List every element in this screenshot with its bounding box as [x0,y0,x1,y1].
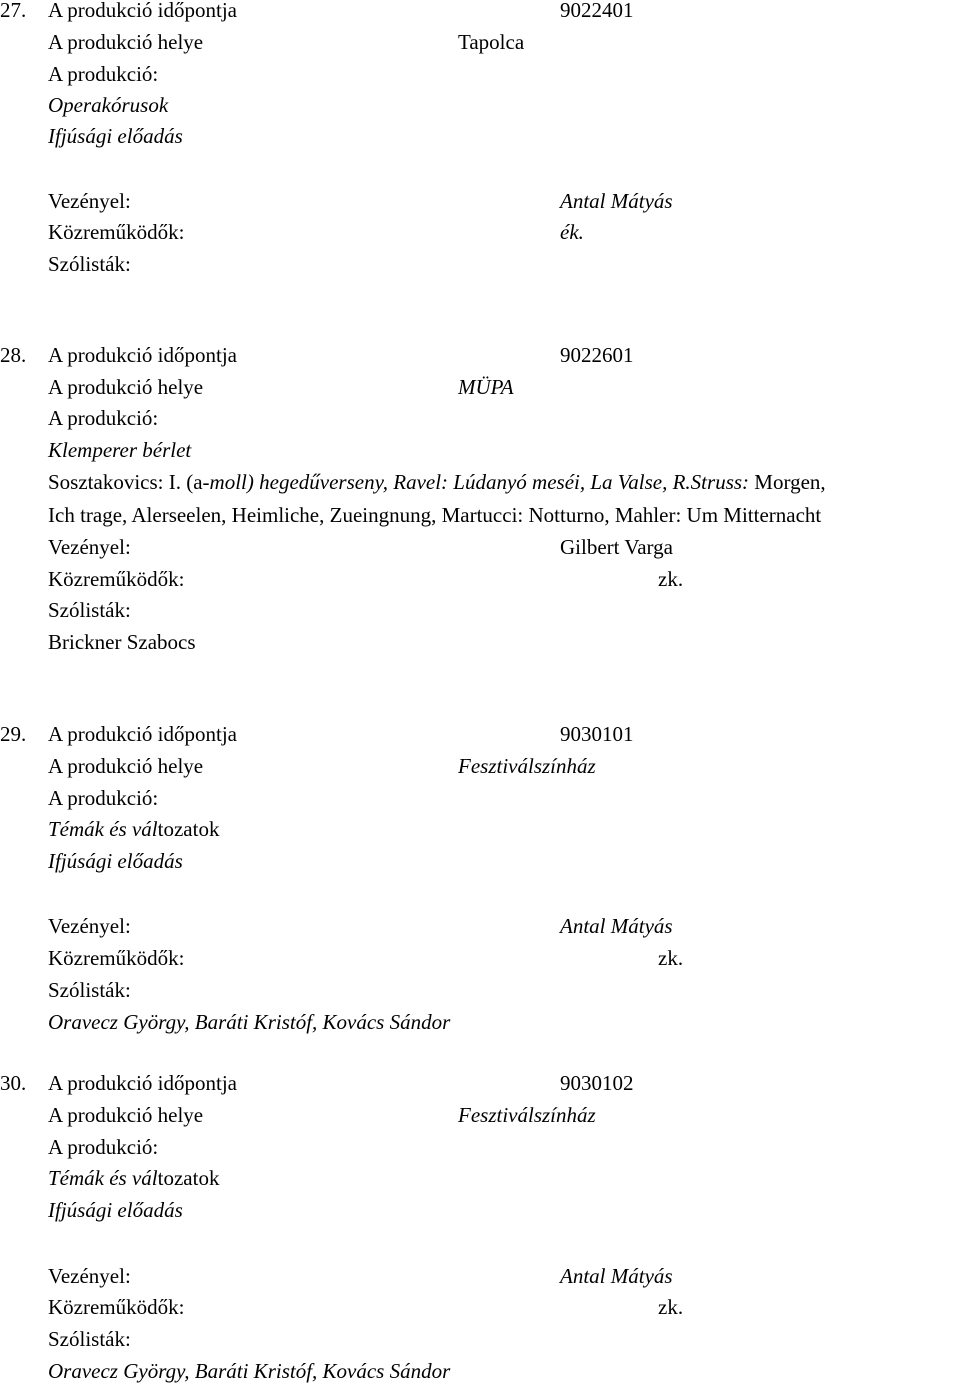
date-label: A produkció időpontja [48,1071,237,1095]
place-value: MÜPA [458,375,514,399]
soloists-label: Szólisták: [48,1327,131,1351]
soloists-value: Brickner Szabocs [48,630,196,654]
production-title: Klemperer bérlet [48,438,192,462]
date-value: 9022401 [560,0,634,22]
soloists-value: Oravecz György, Baráti Kristóf, Kovács Sándor [48,1359,451,1383]
date-label: A produkció időpontja [48,722,237,746]
conductor-label: Vezényel: [48,189,131,213]
place-label: A produkció helye [48,754,204,778]
production-label: A produkció: [48,62,159,86]
place-label: A produkció helye [48,30,204,54]
production-subtitle: Ifjúsági előadás [48,124,183,148]
program-line-1-part-1: Sosztakovics: I. (a- [48,470,210,494]
soloists-label: Szólisták: [48,978,131,1002]
program-line-1-part-3: Morgen, [754,470,826,494]
conductor-value: Antal Mátyás [560,189,673,213]
contributors-value: zk. [658,1295,684,1319]
place-value: Fesztiválszínház [458,754,596,778]
date-value: 9022601 [560,343,634,367]
conductor-value: Gilbert Varga [560,535,673,559]
contributors-label: Közreműködők: [48,567,185,591]
conductor-value: Antal Mátyás [560,1264,673,1288]
entry-number: 29. [0,722,27,746]
conductor-label: Vezényel: [48,1264,131,1288]
contributors-value: zk. [658,946,684,970]
contributors-label: Közreműködők: [48,220,185,244]
date-label: A produkció időpontja [48,343,237,367]
entry-number: 30. [0,1071,27,1095]
conductor-label: Vezényel: [48,914,131,938]
date-label: A produkció időpontja [48,0,237,22]
production-title [48,1164,219,1192]
production-title-part-2: tozatok [157,1166,220,1190]
soloists-label: Szólisták: [48,252,131,276]
place-value: Fesztiválszínház [458,1103,596,1127]
entry-number: 28. [0,343,27,367]
production-label: A produkció: [48,406,159,430]
conductor-label: Vezényel: [48,535,131,559]
production-title: Operakórusok [48,93,169,117]
contributors-value: ék. [560,220,584,244]
soloists-label: Szólisták: [48,598,131,622]
program-line-1-part-2: moll) hegedűverseny, Ravel: Lúdanyó meséi, La Valse, R.Struss: [209,470,755,494]
program-line-2: Ich trage, Alerseelen, Heimliche, Zueingnung, Martucci: Notturno, Mahler: Um Mitternacht [48,503,822,527]
production-subtitle: Ifjúsági előadás [48,849,183,873]
soloists-value: Oravecz György, Baráti Kristóf, Kovács Sándor [48,1010,451,1034]
production-label: A produkció: [48,1135,159,1159]
place-label: A produkció helye [48,1103,204,1127]
date-value: 9030101 [560,722,634,746]
production-title [48,815,219,843]
contributors-label: Közreműködők: [48,946,185,970]
date-value: 9030102 [560,1071,634,1095]
program-line-1 [48,468,826,496]
production-title-part-2: tozatok [157,817,220,841]
entry-number: 27. [0,0,27,22]
production-label: A produkció: [48,786,159,810]
production-title-part-1: Témák és vál [48,1166,158,1190]
contributors-label: Közreműködők: [48,1295,185,1319]
production-subtitle: Ifjúsági előadás [48,1198,183,1222]
production-title-part-1: Témák és vál [48,817,158,841]
place-label: A produkció helye [48,375,204,399]
contributors-value: zk. [658,567,684,591]
conductor-value: Antal Mátyás [560,914,673,938]
place-value: Tapolca [458,30,525,54]
